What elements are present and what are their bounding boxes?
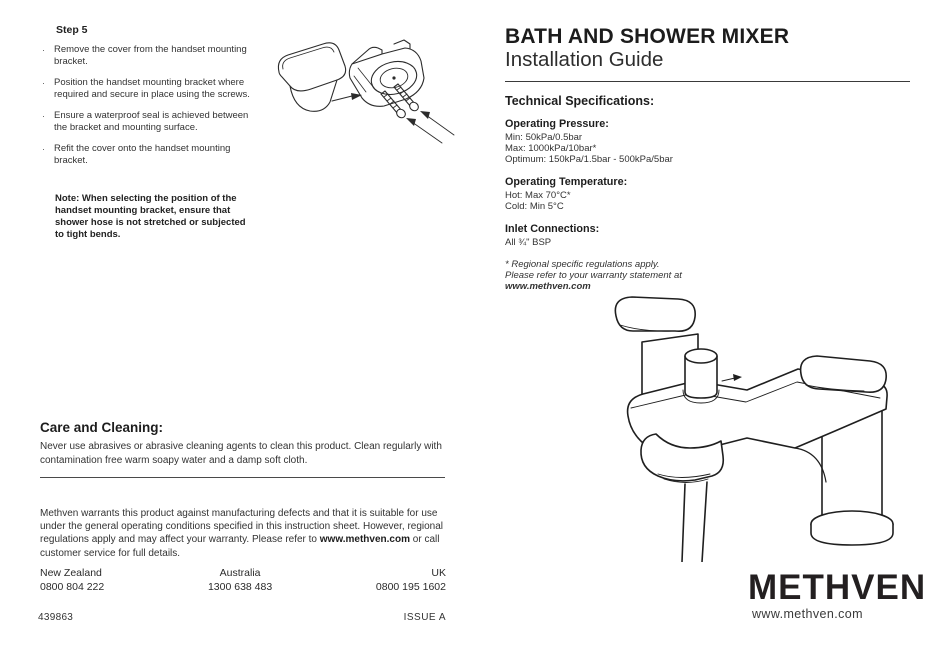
contact-phone: 0800 804 222 bbox=[40, 580, 105, 593]
issue-label: ISSUE A bbox=[403, 612, 446, 623]
spec-line: Max: 1000kPa/10bar* bbox=[505, 143, 597, 154]
spec-operating-temperature bbox=[505, 176, 910, 212]
contact-entry bbox=[376, 567, 446, 594]
step-bullet-item bbox=[42, 44, 254, 68]
bullet-icon: · bbox=[42, 144, 45, 154]
spec-operating-pressure bbox=[505, 118, 910, 165]
assembly-arrow bbox=[332, 96, 352, 101]
step-bullet-item bbox=[42, 110, 254, 134]
spec-line: Min: 50kPa/0.5bar bbox=[505, 132, 583, 143]
step-bullet-item bbox=[42, 77, 254, 101]
page-subtitle: Installation Guide bbox=[505, 48, 664, 71]
note-text: Note: When selecting the position of the handset mounting bracket, ensure that shower hose is not stretched or subjected to tight bends. bbox=[55, 192, 246, 240]
bullet-icon: · bbox=[42, 45, 45, 55]
contact-region: New Zealand bbox=[40, 567, 102, 579]
care-and-cleaning bbox=[40, 420, 460, 467]
spec-group-heading: Operating Pressure: bbox=[505, 118, 609, 130]
regional-note-line: Please refer to your warranty statement at bbox=[505, 270, 682, 281]
specs-heading: Technical Specifications: bbox=[505, 94, 655, 108]
step-bullet-list bbox=[42, 44, 254, 176]
regional-note-website: www.methven.com bbox=[505, 281, 591, 292]
warranty-website: www.methven.com bbox=[319, 534, 410, 546]
step-heading: Step 5 bbox=[56, 24, 88, 36]
warranty-text-pre: Methven warrants this product against manufacturing defects and that it is suitable for use under the general operating conditions specified in this instruction sheet. However, regional regulations apply and may affect your warranty. Please refer to bbox=[40, 508, 444, 546]
step-bullet-text: Position the handset mounting bracket where required and secure in place using the screws. bbox=[54, 77, 250, 100]
section-divider bbox=[40, 477, 445, 478]
warranty-text-post: or call customer service for full details. bbox=[40, 534, 440, 559]
spec-inlet-connections bbox=[505, 223, 910, 248]
bullet-icon: · bbox=[42, 111, 45, 121]
step-bullet-item bbox=[42, 143, 254, 167]
title-block bbox=[505, 25, 910, 71]
spec-line: All ¾" BSP bbox=[505, 237, 552, 248]
spec-group-heading: Operating Temperature: bbox=[505, 176, 628, 188]
page-title: BATH AND SHOWER MIXER bbox=[505, 25, 790, 48]
brand-block bbox=[748, 568, 927, 621]
warranty-paragraph bbox=[40, 507, 452, 560]
spec-line: Optimum: 150kPa/1.5bar - 500kPa/5bar bbox=[505, 154, 673, 165]
contact-entry bbox=[40, 567, 104, 594]
contact-phone: 1300 638 483 bbox=[207, 580, 273, 593]
spec-line: Cold: Min 5°C bbox=[505, 201, 564, 212]
contact-numbers bbox=[40, 567, 446, 594]
title-divider bbox=[505, 81, 910, 82]
step-bullet-text: Ensure a waterproof seal is achieved between the bracket and mounting surface. bbox=[54, 110, 249, 133]
contact-region: UK bbox=[431, 567, 446, 579]
handset-bracket-diagram bbox=[266, 20, 466, 148]
document-number: 439863 bbox=[38, 612, 74, 623]
spec-group-heading: Inlet Connections: bbox=[505, 223, 600, 235]
contact-region: Australia bbox=[219, 567, 261, 579]
methven-logo: METHVEN bbox=[748, 568, 927, 607]
care-heading: Care and Cleaning: bbox=[40, 420, 164, 435]
contact-phone: 0800 195 1602 bbox=[375, 580, 446, 593]
bath-shower-mixer-diagram bbox=[598, 286, 920, 562]
screw-arrows bbox=[406, 111, 454, 143]
care-body: Never use abrasives or abrasive cleaning agents to clean this product. Clean regularly with contamination free warm soapy water and a damp soft cloth. bbox=[40, 441, 442, 466]
shower-hose bbox=[682, 482, 707, 562]
spec-line: Hot: Max 70°C* bbox=[505, 190, 571, 201]
brand-website: www.methven.com bbox=[752, 607, 863, 621]
regional-note-line: * Regional specific regulations apply. bbox=[505, 259, 660, 270]
diverter-arrow bbox=[722, 378, 735, 381]
bullet-icon: · bbox=[42, 78, 45, 88]
left-handle bbox=[615, 297, 695, 331]
contact-entry bbox=[208, 567, 272, 594]
technical-specifications bbox=[505, 94, 910, 292]
step-bullet-text: Remove the cover from the handset mounting bracket. bbox=[54, 44, 247, 67]
step-bullet-text: Refit the cover onto the handset mounting bracket. bbox=[54, 143, 231, 166]
